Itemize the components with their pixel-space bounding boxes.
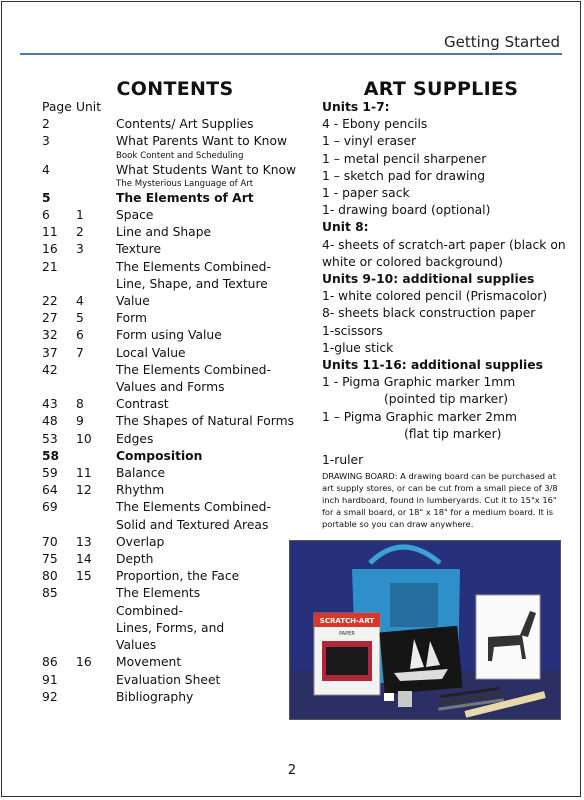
toc-unit-number: 11	[76, 466, 92, 481]
toc-row	[42, 482, 312, 499]
toc-page-number: 37	[42, 345, 58, 360]
toc-title-line: Line and Shape	[116, 225, 212, 240]
toc-title-line: Solid and Textured Areas	[116, 517, 269, 532]
toc-page-number: 69	[42, 500, 58, 515]
toc-page-number: 27	[42, 311, 58, 326]
supply-item: 1 - paper sack	[322, 186, 410, 201]
toc-title	[116, 224, 312, 241]
header-title: Getting Started	[444, 33, 560, 51]
toc-row	[42, 224, 312, 241]
toc-row	[42, 448, 312, 465]
toc-row	[42, 133, 312, 161]
toc-unit-number: 16	[76, 655, 92, 670]
supply-item: 4- sheets of scratch-art paper (black on white or colored background)	[322, 237, 566, 269]
toc-row	[42, 207, 312, 224]
supply-item: 1 - Pigma Graphic marker 1mm	[322, 375, 516, 390]
toc-title	[116, 133, 312, 161]
supplies-photo	[289, 540, 561, 720]
toc-row	[42, 551, 312, 568]
supply-item: (flat tip marker)	[404, 426, 502, 441]
toc-title	[116, 551, 312, 568]
toc-title-line: Bibliography	[116, 689, 194, 704]
toc-page-number: 16	[42, 242, 58, 257]
toc-unit-number: 14	[76, 552, 92, 567]
toc-unit-number	[76, 362, 116, 396]
toc-title-line: Space	[116, 208, 154, 223]
header-rule	[20, 53, 562, 55]
toc-title	[116, 116, 312, 133]
toc-row	[42, 293, 312, 310]
toc-page-number: 6	[42, 208, 50, 223]
toc-title	[116, 293, 312, 310]
sketch-pad	[476, 595, 540, 679]
toc-title-line: Movement	[116, 655, 182, 670]
toc-row	[42, 116, 312, 133]
toc-page-number: 3	[42, 134, 50, 149]
supply-item: 1 – sketch pad for drawing	[322, 168, 486, 183]
toc-title-line: The Elements	[116, 586, 201, 601]
toc-unit-number: 15	[76, 569, 92, 584]
toc-row	[42, 310, 312, 327]
toc-unit-number	[76, 259, 116, 293]
toc-page-number: 92	[42, 689, 58, 704]
art-supplies-list	[322, 99, 567, 530]
toc-unit-number	[76, 448, 116, 465]
toc-page-number: 91	[42, 672, 58, 687]
svg-text:PAPER: PAPER	[339, 631, 355, 637]
toc-unit-number: 3	[76, 242, 84, 257]
toc-page-number: 64	[42, 483, 58, 498]
toc-unit-number	[76, 162, 116, 190]
supply-item: 1 – metal pencil sharpener	[322, 151, 487, 166]
toc-row	[42, 568, 312, 585]
toc-title-line: Edges	[116, 431, 154, 446]
toc-title-line: Form using Value	[116, 328, 222, 343]
supply-item: 8- sheets black construction paper	[322, 306, 536, 321]
toc-row	[42, 431, 312, 448]
toc-title-line: Proportion, the Face	[116, 569, 240, 584]
toc-col-unit: Unit	[76, 100, 102, 114]
toc-row	[42, 327, 312, 344]
toc-title-line: Overlap	[116, 534, 165, 549]
toc-title	[116, 482, 312, 499]
toc-row	[42, 162, 312, 190]
toc-page-number: 4	[42, 162, 50, 177]
toc-row	[42, 534, 312, 551]
toc-page-number: 85	[42, 586, 58, 601]
toc-title	[116, 413, 312, 430]
toc-page-number: 2	[42, 117, 50, 132]
supply-item: 1 – Pigma Graphic marker 2mm	[322, 409, 517, 424]
bag-logo	[390, 583, 438, 627]
toc-page-number: 59	[42, 466, 58, 481]
toc-title-line: The Elements Combined-	[116, 259, 271, 274]
toc-title	[116, 672, 312, 689]
toc-title	[116, 431, 312, 448]
svg-text:SCRATCH-ART: SCRATCH-ART	[319, 617, 375, 625]
page-number: 2	[287, 763, 297, 778]
toc-title-line: Line, Shape, and Texture	[116, 276, 268, 291]
toc-unit-number	[76, 499, 116, 533]
toc-unit-number: 9	[76, 414, 84, 429]
toc-unit-number: 10	[76, 431, 92, 446]
toc-unit-number	[76, 689, 116, 706]
toc-page-number: 86	[42, 655, 58, 670]
toc-page-number: 48	[42, 414, 58, 429]
toc-unit-number: 2	[76, 225, 84, 240]
toc-title	[116, 162, 312, 190]
toc-title-line: Values and Forms	[116, 380, 225, 395]
supplies-section-heading: Units 9-10: additional supplies	[322, 272, 535, 287]
toc-page-number: 80	[42, 569, 58, 584]
scratch-art-package	[314, 613, 380, 695]
toc-title-line: Rhythm	[116, 483, 165, 498]
toc-row	[42, 654, 312, 671]
toc-title	[116, 465, 312, 482]
supplies-heading: ART SUPPLIES	[363, 78, 519, 100]
toc-unit-number	[76, 585, 116, 654]
toc-title-line: What Parents Want to Know	[116, 134, 288, 149]
toc-page-number: 21	[42, 259, 58, 274]
toc-unit-number: 8	[76, 397, 84, 412]
toc-title-line: Combined-	[116, 603, 183, 618]
toc-title-line: The Elements Combined-	[116, 500, 271, 515]
toc-title	[116, 534, 312, 551]
toc-page-number: 58	[42, 448, 60, 463]
toc-title-line: Contrast	[116, 397, 169, 412]
supply-item: 1- white colored pencil (Prismacolor)	[322, 289, 548, 304]
toc-title-line: Balance	[116, 466, 166, 481]
toc-row	[42, 345, 312, 362]
toc-row	[42, 413, 312, 430]
toc-row	[42, 259, 312, 293]
supply-item: 1- drawing board (optional)	[322, 203, 491, 218]
toc-row	[42, 585, 312, 654]
supply-item: (pointed tip marker)	[384, 392, 509, 407]
supplies-section-heading: Unit 8:	[322, 220, 369, 235]
note-label: DRAWING BOARD:	[322, 471, 398, 482]
toc-title-line: The Elements Combined-	[116, 362, 271, 377]
toc-unit-number: 5	[76, 311, 84, 326]
toc-page-number: 70	[42, 534, 58, 549]
toc-unit-number: 13	[76, 534, 92, 549]
toc-title-line: Lines, Forms, and	[116, 620, 225, 635]
toc-title	[116, 345, 312, 362]
toc-unit-number	[76, 190, 116, 207]
toc-page-number: 43	[42, 397, 58, 412]
toc-title	[116, 310, 312, 327]
eraser	[384, 693, 394, 701]
toc-subtitle: The Mysterious Language of Art	[116, 178, 254, 189]
toc-title	[116, 241, 312, 258]
toc-title-line: Values	[116, 638, 157, 653]
toc-title	[116, 654, 312, 671]
supplies-section-heading: Units 11-16: additional supplies	[322, 358, 543, 373]
drawing-board-note	[322, 470, 567, 530]
pencil-sharpener	[398, 691, 412, 707]
toc-unit-number: 1	[76, 208, 84, 223]
toc-title-line: Composition	[116, 448, 203, 463]
note-text: A drawing board can be purchased at art supply stores, or can be cut from a small piece of 3/8 inch hardboard, found in lumberyards. Cut it to 15"x 16" for a small board, or 18" x 18" for a medium board. It is portable so you can draw anywhere.	[322, 471, 558, 530]
toc-unit-number: 7	[76, 345, 84, 360]
toc-page-number: 22	[42, 294, 58, 309]
toc-title	[116, 448, 312, 465]
toc-title-line: Value	[116, 294, 150, 309]
toc-title	[116, 327, 312, 344]
toc-unit-number	[76, 672, 116, 689]
toc-title	[116, 499, 312, 533]
toc-page-number: 75	[42, 552, 58, 567]
supply-item: 1-glue stick	[322, 340, 394, 355]
toc-page-number: 32	[42, 328, 58, 343]
toc-title-line: The Shapes of Natural Forms	[116, 414, 295, 429]
supply-item: 1-ruler	[322, 453, 364, 468]
supply-item: 1-scissors	[322, 323, 383, 338]
toc-page-number: 5	[42, 190, 51, 205]
toc-title-line: Local Value	[116, 345, 186, 360]
toc-row	[42, 689, 312, 706]
toc-title	[116, 585, 312, 654]
toc-row	[42, 241, 312, 258]
toc-title-line: The Elements of Art	[116, 190, 254, 205]
toc-title-line: What Students Want to Know	[116, 162, 297, 177]
toc-row	[42, 672, 312, 689]
toc-title-line: Depth	[116, 552, 154, 567]
supply-item: 1 – vinyl eraser	[322, 134, 417, 149]
toc-unit-number	[76, 133, 116, 161]
toc-page-number: 42	[42, 362, 58, 377]
toc-row	[42, 362, 312, 396]
toc-subtitle: Book Content and Scheduling	[116, 150, 244, 161]
toc-title	[116, 190, 312, 207]
toc-title-line: Contents/ Art Supplies	[116, 117, 254, 132]
toc-unit-number	[76, 116, 116, 133]
toc-title-line: Form	[116, 311, 147, 326]
contents-heading: CONTENTS	[116, 78, 234, 100]
toc-col-page: Page	[42, 100, 72, 114]
ship-drawing	[379, 626, 462, 695]
toc-page-number: 11	[42, 225, 58, 240]
toc-title-line: Texture	[116, 242, 162, 257]
toc-title	[116, 207, 312, 224]
supplies-section-heading: Units 1-7:	[322, 100, 390, 114]
table-of-contents	[42, 99, 312, 706]
toc-row	[42, 190, 312, 207]
toc-unit-number: 12	[76, 483, 92, 498]
toc-row	[42, 499, 312, 533]
toc-title	[116, 396, 312, 413]
toc-title	[116, 362, 312, 396]
toc-title	[116, 568, 312, 585]
toc-unit-number: 4	[76, 294, 84, 309]
toc-row	[42, 465, 312, 482]
toc-title	[116, 689, 312, 706]
toc-title-line: Evaluation Sheet	[116, 672, 221, 687]
toc-header-row	[42, 99, 312, 116]
toc-unit-number: 6	[76, 328, 84, 343]
supply-item: 4 - Ebony pencils	[322, 117, 428, 132]
toc-row	[42, 396, 312, 413]
toc-page-number: 53	[42, 431, 58, 446]
toc-title	[116, 259, 312, 293]
